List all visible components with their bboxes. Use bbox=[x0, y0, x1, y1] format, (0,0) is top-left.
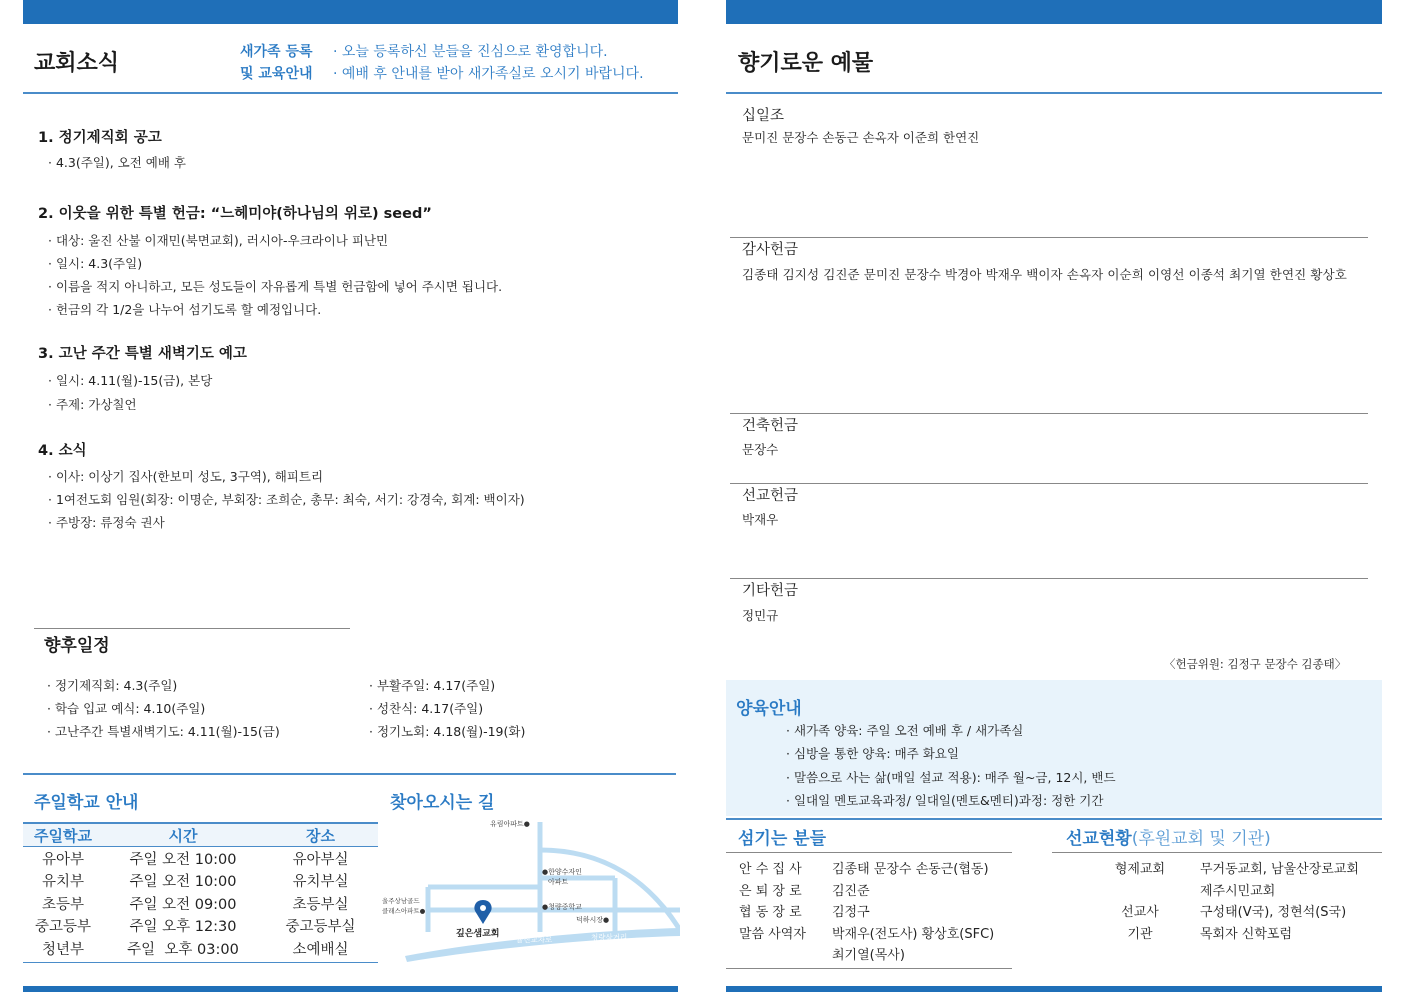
table-cell: 주일 오전 10:00 bbox=[129, 852, 237, 868]
servants-title: 섬기는 분들 bbox=[738, 829, 827, 849]
offerings-divider bbox=[726, 92, 1382, 94]
nurture-item: · 심방을 통한 양육: 매주 화요일 bbox=[786, 746, 959, 762]
mission-header-rule bbox=[1052, 852, 1382, 853]
offering-title: 선교헌금 bbox=[742, 488, 799, 504]
map-labels bbox=[382, 819, 627, 944]
offering-names: 문장수 bbox=[742, 442, 779, 457]
schedule-item: · 부활주일: 4.17(주일) bbox=[369, 678, 496, 693]
map-label-road2: 청량삼거리 bbox=[591, 933, 628, 942]
newcomer-text bbox=[333, 41, 644, 85]
mission-label bbox=[1080, 881, 1200, 903]
map-graphic bbox=[380, 812, 680, 964]
map-label-school: ●청량중학교 bbox=[542, 903, 582, 911]
nurture-item: · 말씀으로 사는 삶(매일 설교 적용): 매주 월~금, 12시, 밴드 bbox=[786, 769, 1116, 785]
news-item-line: · 일시: 4.11(월)-15(금), 본당 bbox=[48, 373, 213, 388]
servant-role bbox=[739, 945, 832, 967]
schedule-item: · 정기제직회: 4.3(주일) bbox=[47, 678, 178, 693]
news-item-lines bbox=[48, 369, 247, 417]
table-row bbox=[23, 939, 378, 961]
newcomer-line2: · 예배 후 안내를 받아 새가족실로 오시기 바랍니다. bbox=[333, 66, 644, 82]
news-item-title: 4. 소식 bbox=[38, 443, 87, 459]
table-cell: 주일 오후 03:00 bbox=[127, 941, 239, 958]
nurture-item: · 새가족 양육: 주일 오전 예배 후 / 새가족실 bbox=[786, 723, 1024, 738]
servants-bottom-rule bbox=[726, 968, 1012, 969]
table-cell: 유아부실 bbox=[292, 852, 349, 868]
table-cell: 초등부 bbox=[41, 896, 85, 913]
offering-names: 문미진 문장수 손동근 손옥자 이준희 한연진 bbox=[742, 130, 980, 145]
servant-row bbox=[739, 945, 994, 967]
table-header-row bbox=[23, 824, 378, 846]
offering-tithe bbox=[742, 104, 979, 148]
left-bottom-bar bbox=[23, 986, 678, 992]
newcomer-label-line2: 및 교육안내 bbox=[240, 66, 313, 82]
newcomer-line1: · 오늘 등록하신 분들을 진심으로 환영합니다. bbox=[333, 44, 608, 60]
news-item-3 bbox=[38, 342, 247, 417]
servant-names: 김정구 bbox=[832, 905, 870, 921]
church-news-divider bbox=[23, 92, 678, 94]
servants-header-rule bbox=[726, 852, 1012, 853]
schedule-title: 향후일정 bbox=[44, 636, 110, 656]
offering-title: 기타헌금 bbox=[742, 583, 799, 599]
map-label-apt1: 유림아파트● bbox=[490, 820, 530, 828]
right-bottom-bar bbox=[726, 986, 1382, 992]
table-header-cell: 시간 bbox=[168, 826, 198, 845]
sunday-school-title: 주일학교 안내 bbox=[34, 793, 139, 813]
servant-row bbox=[739, 859, 994, 881]
mission-label: 형제교회 bbox=[1114, 862, 1166, 877]
map-label-gold1: 울주상남골드 bbox=[382, 897, 420, 905]
offering-mission bbox=[742, 484, 798, 530]
news-item-line: · 일시: 4.3(주일) bbox=[48, 256, 143, 271]
offering-names: 정민규 bbox=[742, 608, 779, 623]
table-cell: 유치부 bbox=[41, 874, 85, 891]
servants-top-divider bbox=[726, 818, 1382, 820]
servant-row bbox=[739, 881, 994, 903]
offering-building bbox=[742, 414, 798, 460]
newcomer-label bbox=[240, 41, 313, 85]
schedule-divider bbox=[34, 628, 350, 629]
mission-row bbox=[1080, 902, 1359, 924]
news-item-line: · 1여전도회 임원(회장: 이명순, 부회장: 조희순, 총무: 최숙, 서기: 강경숙, 회계: 백이자) bbox=[48, 492, 525, 507]
servant-names: 최기열(목사) bbox=[832, 948, 905, 964]
schedule-item: · 학습 입교 예식: 4.10(주일) bbox=[47, 701, 206, 716]
map-label-apt2a: ●한양수자인 bbox=[542, 868, 582, 876]
news-item-line: · 헌금의 각 1/2을 나누어 섬기도록 할 예정입니다. bbox=[48, 302, 322, 317]
offering-divider bbox=[730, 413, 1368, 414]
table-cell: 유아부 bbox=[41, 852, 85, 868]
news-item-2 bbox=[38, 202, 502, 321]
newcomer-label-line1: 새가족 등록 bbox=[240, 44, 313, 60]
offering-committee: 〈헌금위원: 김정구 문장수 김종태〉 bbox=[1164, 657, 1347, 671]
servant-row bbox=[739, 902, 994, 924]
news-item-line: · 주방장: 류정숙 권사 bbox=[48, 515, 165, 530]
table-header-cell: 주일학교 bbox=[34, 826, 92, 845]
table-cell: 중고등부실 bbox=[285, 919, 356, 936]
table-bottom-rule bbox=[23, 962, 378, 963]
nurture-lines bbox=[786, 719, 1116, 812]
table-cell: 주일 오후 12:30 bbox=[129, 919, 237, 936]
schedule-right-column bbox=[369, 674, 525, 743]
table-cell: 소예배실 bbox=[292, 941, 349, 958]
left-top-bar bbox=[23, 0, 678, 24]
news-item-line: · 이사: 이상기 집사(한보미 성도, 3구역), 해피트리 bbox=[48, 469, 324, 484]
mission-title-main: 선교현황 bbox=[1066, 829, 1132, 849]
location-map bbox=[380, 812, 680, 964]
servant-names: 김종태 문장수 손동근(협동) bbox=[832, 862, 989, 877]
servant-names: 김진준 bbox=[832, 883, 870, 899]
offering-divider bbox=[730, 578, 1368, 579]
table-row bbox=[23, 871, 378, 893]
servant-role: 말씀 사역자 bbox=[739, 926, 806, 942]
table-cell: 유치부실 bbox=[292, 874, 349, 891]
servant-role: 안 수 집 사 bbox=[739, 862, 802, 877]
offering-title: 건축헌금 bbox=[742, 418, 799, 434]
offering-thanks bbox=[742, 238, 1372, 285]
news-item-title: 2. 이웃을 위한 특별 헌금: “느헤미야(하나님의 위로) seed” bbox=[38, 206, 432, 222]
offering-names: 김종태 김지성 김진준 문미진 문장수 박경아 박재우 백이자 손옥자 이순희 이영선 이종석 최기열 한연진 황상호 bbox=[742, 267, 1347, 282]
map-roads bbox=[428, 822, 680, 932]
table-body bbox=[23, 847, 378, 961]
news-item-title: 1. 정기제직회 공고 bbox=[38, 130, 162, 146]
news-item-1 bbox=[38, 126, 186, 171]
nurture-title: 양육안내 bbox=[736, 699, 802, 719]
mission-label: 선교사 bbox=[1121, 905, 1159, 921]
map-label-church: 깊은샘교회 bbox=[456, 929, 500, 939]
offerings-title: 향기로운 예물 bbox=[738, 51, 874, 76]
map-label-gold2: 클래스아파트● bbox=[382, 907, 426, 915]
mission-title bbox=[1066, 824, 1271, 849]
table-cell: 주일 오전 09:00 bbox=[129, 896, 237, 913]
news-item-4 bbox=[38, 439, 525, 534]
table-cell: 초등부실 bbox=[292, 896, 349, 913]
directions-title: 찾아오시는 길 bbox=[390, 793, 495, 813]
nurture-panel bbox=[726, 680, 1382, 816]
schedule-item: · 성찬식: 4.17(주일) bbox=[369, 701, 484, 716]
servant-names: 박재우(전도사) 황상호(SFC) bbox=[832, 926, 995, 942]
mission-value: 구성태(V국), 정현석(S국) bbox=[1200, 905, 1347, 921]
mission-value: 무거동교회, 남울산장로교회 bbox=[1200, 862, 1359, 877]
mission-value: 제주시민교회 bbox=[1200, 883, 1276, 899]
table-row bbox=[23, 916, 378, 938]
mission-list bbox=[1080, 859, 1359, 945]
map-label-road1: 율진교차로 bbox=[516, 935, 553, 944]
servant-role: 협 동 장 로 bbox=[739, 905, 802, 921]
schedule-item: · 정기노회: 4.18(월)-19(화) bbox=[369, 724, 526, 739]
church-pin-icon bbox=[474, 900, 491, 924]
map-label-market: 덕하시장● bbox=[576, 916, 610, 924]
news-item-line: · 4.3(주일), 오전 예배 후 bbox=[48, 155, 186, 170]
schedule-item: · 고난주간 특별새벽기도: 4.11(월)-15(금) bbox=[47, 724, 280, 739]
news-item-line: · 주제: 가상칠언 bbox=[48, 397, 137, 412]
church-news-title: 교회소식 bbox=[34, 51, 120, 76]
offering-names: 박재우 bbox=[742, 512, 779, 527]
nurture-item: · 일대일 멘토교육과정/ 일대일(멘토&멘티)과정: 정한 기간 bbox=[786, 792, 1104, 808]
right-top-bar bbox=[726, 0, 1382, 24]
bottom-section-divider bbox=[23, 773, 676, 775]
table-cell: 청년부 bbox=[41, 941, 85, 958]
map-label-apt2b: 아파트 bbox=[548, 878, 569, 886]
sunday-school-table bbox=[23, 822, 378, 963]
mission-row bbox=[1080, 924, 1359, 946]
table-row bbox=[23, 849, 378, 871]
table-cell: 중고등부 bbox=[34, 919, 92, 936]
offering-divider bbox=[730, 483, 1368, 484]
news-item-line: · 대상: 울진 산불 이재민(북면교회), 러시아-우크라이나 피난민 bbox=[48, 233, 389, 248]
mission-label: 기관 bbox=[1127, 926, 1153, 942]
mission-title-sub: (후원교회 및 기관) bbox=[1131, 829, 1271, 849]
schedule-left-column bbox=[47, 674, 280, 743]
news-item-line: · 이름을 적지 아니하고, 모든 성도들이 자유롭게 특별 헌금함에 넣어 주시면 됩니다. bbox=[48, 279, 503, 294]
table-header-cell: 장소 bbox=[306, 826, 335, 845]
table-cell: 주일 오전 10:00 bbox=[129, 874, 237, 891]
offering-title: 감사헌금 bbox=[742, 242, 799, 258]
servant-role: 은 퇴 장 로 bbox=[739, 883, 802, 899]
mission-value: 목회자 신학포럼 bbox=[1200, 926, 1293, 942]
news-item-lines bbox=[48, 465, 525, 534]
offering-title: 십일조 bbox=[742, 108, 785, 124]
table-row bbox=[23, 894, 378, 916]
news-item-title: 3. 고난 주간 특별 새벽기도 예고 bbox=[38, 346, 247, 362]
offering-other bbox=[742, 579, 798, 626]
servant-row bbox=[739, 924, 994, 946]
mission-row bbox=[1080, 859, 1359, 881]
mission-row bbox=[1080, 881, 1359, 903]
servants-list bbox=[739, 859, 994, 967]
map-main-road bbox=[405, 928, 680, 962]
news-item-lines bbox=[48, 229, 502, 321]
